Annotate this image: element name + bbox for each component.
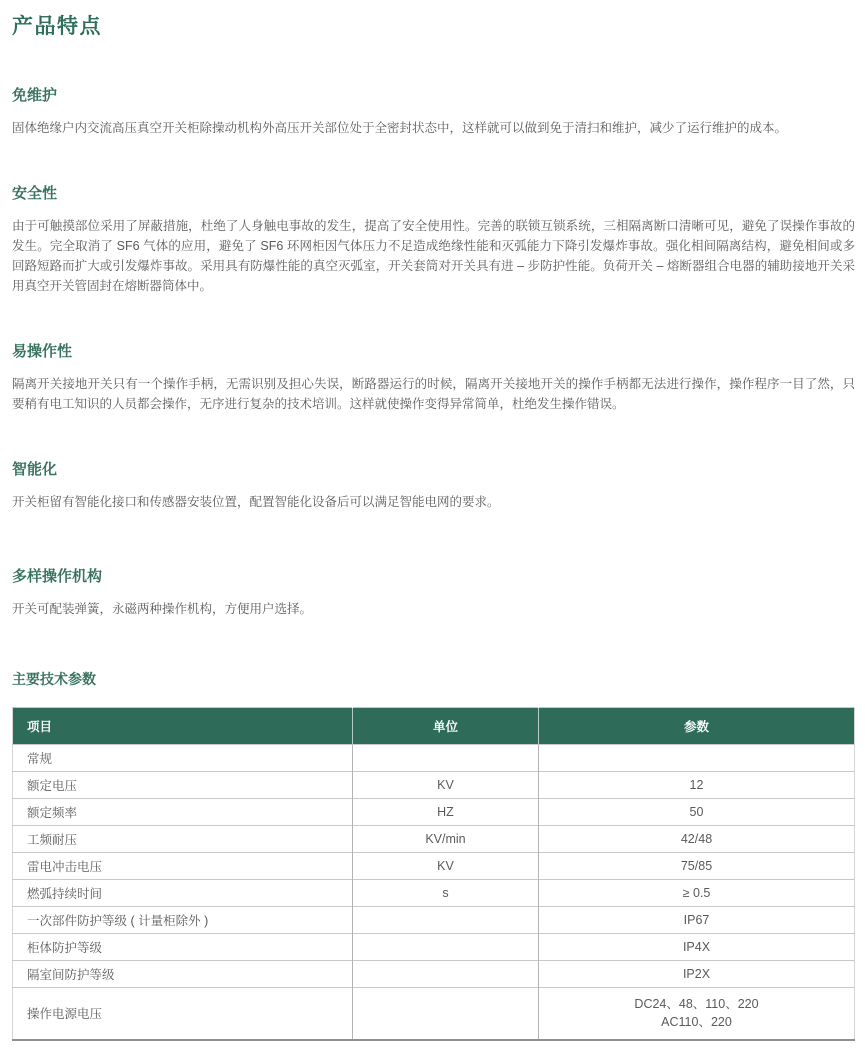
technical-parameters-table xyxy=(12,707,855,1041)
item-cell: 操作电源电压 xyxy=(13,988,353,1040)
section-heading: 免维护 xyxy=(12,87,58,104)
unit-cell xyxy=(353,745,539,772)
column-header-unit: 单位 xyxy=(353,708,539,745)
unit-cell: KV/min xyxy=(353,826,539,853)
value-cell: 75/85 xyxy=(539,853,855,880)
item-cell: 额定频率 xyxy=(13,799,353,826)
unit-cell: HZ xyxy=(353,799,539,826)
section-heading: 智能化 xyxy=(12,461,58,478)
page-title: 产品特点 xyxy=(12,15,102,38)
section-heading: 易操作性 xyxy=(12,343,73,360)
item-cell: 隔室间防护等级 xyxy=(13,961,353,988)
table-body xyxy=(13,745,855,1040)
table-row xyxy=(13,907,855,934)
value-cell: ≥ 0.5 xyxy=(539,880,855,907)
item-cell: 额定电压 xyxy=(13,772,353,799)
item-cell: 燃弧持续时间 xyxy=(13,880,353,907)
unit-cell: s xyxy=(353,880,539,907)
table-row xyxy=(13,799,855,826)
unit-cell xyxy=(353,907,539,934)
item-cell: 常规 xyxy=(13,745,353,772)
item-cell: 工频耐压 xyxy=(13,826,353,853)
item-cell: 雷电冲击电压 xyxy=(13,853,353,880)
unit-cell: KV xyxy=(353,772,539,799)
technical-parameters-heading: 主要技术参数 xyxy=(12,671,96,687)
section-maintenance-free xyxy=(12,87,855,138)
value-cell: 50 xyxy=(539,799,855,826)
value-cell: IP2X xyxy=(539,961,855,988)
table-header xyxy=(13,708,855,745)
table-row xyxy=(13,961,855,988)
product-features-page xyxy=(0,14,867,1041)
unit-cell xyxy=(353,988,539,1040)
column-header-parameter: 参数 xyxy=(539,708,855,745)
section-easy-operation xyxy=(12,343,855,414)
section-paragraph: 隔离开关接地开关只有一个操作手柄，无需识别及担心失误，断路器运行的时候，隔离开关接地开关的操作手柄都无法进行操作，操作程序一目了然，只要稍有电工知识的人员都会操作，无序进行复杂的技术培训。这样就使操作变得异常简单，杜绝发生操作错误。 xyxy=(12,377,855,411)
section-heading: 安全性 xyxy=(12,185,58,202)
table-row xyxy=(13,853,855,880)
value-line-1: DC24、48、110、220 xyxy=(634,997,759,1012)
item-cell: 柜体防护等级 xyxy=(13,934,353,961)
section-paragraph: 由于可触摸部位采用了屏蔽措施，杜绝了人身触电事故的发生，提高了安全使用性。完善的联锁互锁系统，三相隔离断口清晰可见，避免了误操作事故的发生。完全取消了 SF6 气体的应用，避免了 SF6 环网柜因气体压力不足造成绝缘性能和灭弧能力下降引发爆炸事故。强化相间隔离结构，避免相间或多回路短路而扩大或引发爆炸事故。采用具有防爆性能的真空灭弧室，开关套筒对开关具有进 – 步防护性能。负荷开关 – 熔断器组合电器的辅助接地开关采用真空开关管固封在熔断器筒体中。 xyxy=(12,219,855,293)
value-cell: IP4X xyxy=(539,934,855,961)
value-cell: 42/48 xyxy=(539,826,855,853)
column-header-item: 项目 xyxy=(13,708,353,745)
value-cell: 12 xyxy=(539,772,855,799)
table-row xyxy=(13,934,855,961)
section-heading: 多样操作机构 xyxy=(12,568,103,585)
value-cell xyxy=(539,745,855,772)
section-paragraph: 开关柜留有智能化接口和传感器安装位置，配置智能化设备后可以满足智能电网的要求。 xyxy=(12,495,500,509)
table-header-row xyxy=(13,708,855,745)
section-safety xyxy=(12,185,855,296)
item-cell: 一次部件防护等级 ( 计量柜除外 ) xyxy=(13,907,353,934)
value-cell xyxy=(539,988,855,1040)
table-row xyxy=(13,772,855,799)
table-row xyxy=(13,880,855,907)
section-paragraph: 固体绝缘户内交流高压真空开关柜除操动机构外高压开关部位处于全密封状态中，这样就可以做到免于清扫和维护，减少了运行维护的成本。 xyxy=(12,121,788,135)
section-paragraph: 开关可配装弹簧，永磁两种操作机构，方便用户选择。 xyxy=(12,602,313,616)
table-row xyxy=(13,826,855,853)
unit-cell xyxy=(353,934,539,961)
unit-cell: KV xyxy=(353,853,539,880)
section-operating-mechanisms xyxy=(12,568,855,619)
value-line-2: AC110、220 xyxy=(661,1015,732,1030)
value-cell: IP67 xyxy=(539,907,855,934)
table-row xyxy=(13,745,855,772)
table-row xyxy=(13,988,855,1040)
section-intelligent xyxy=(12,461,855,512)
unit-cell xyxy=(353,961,539,988)
